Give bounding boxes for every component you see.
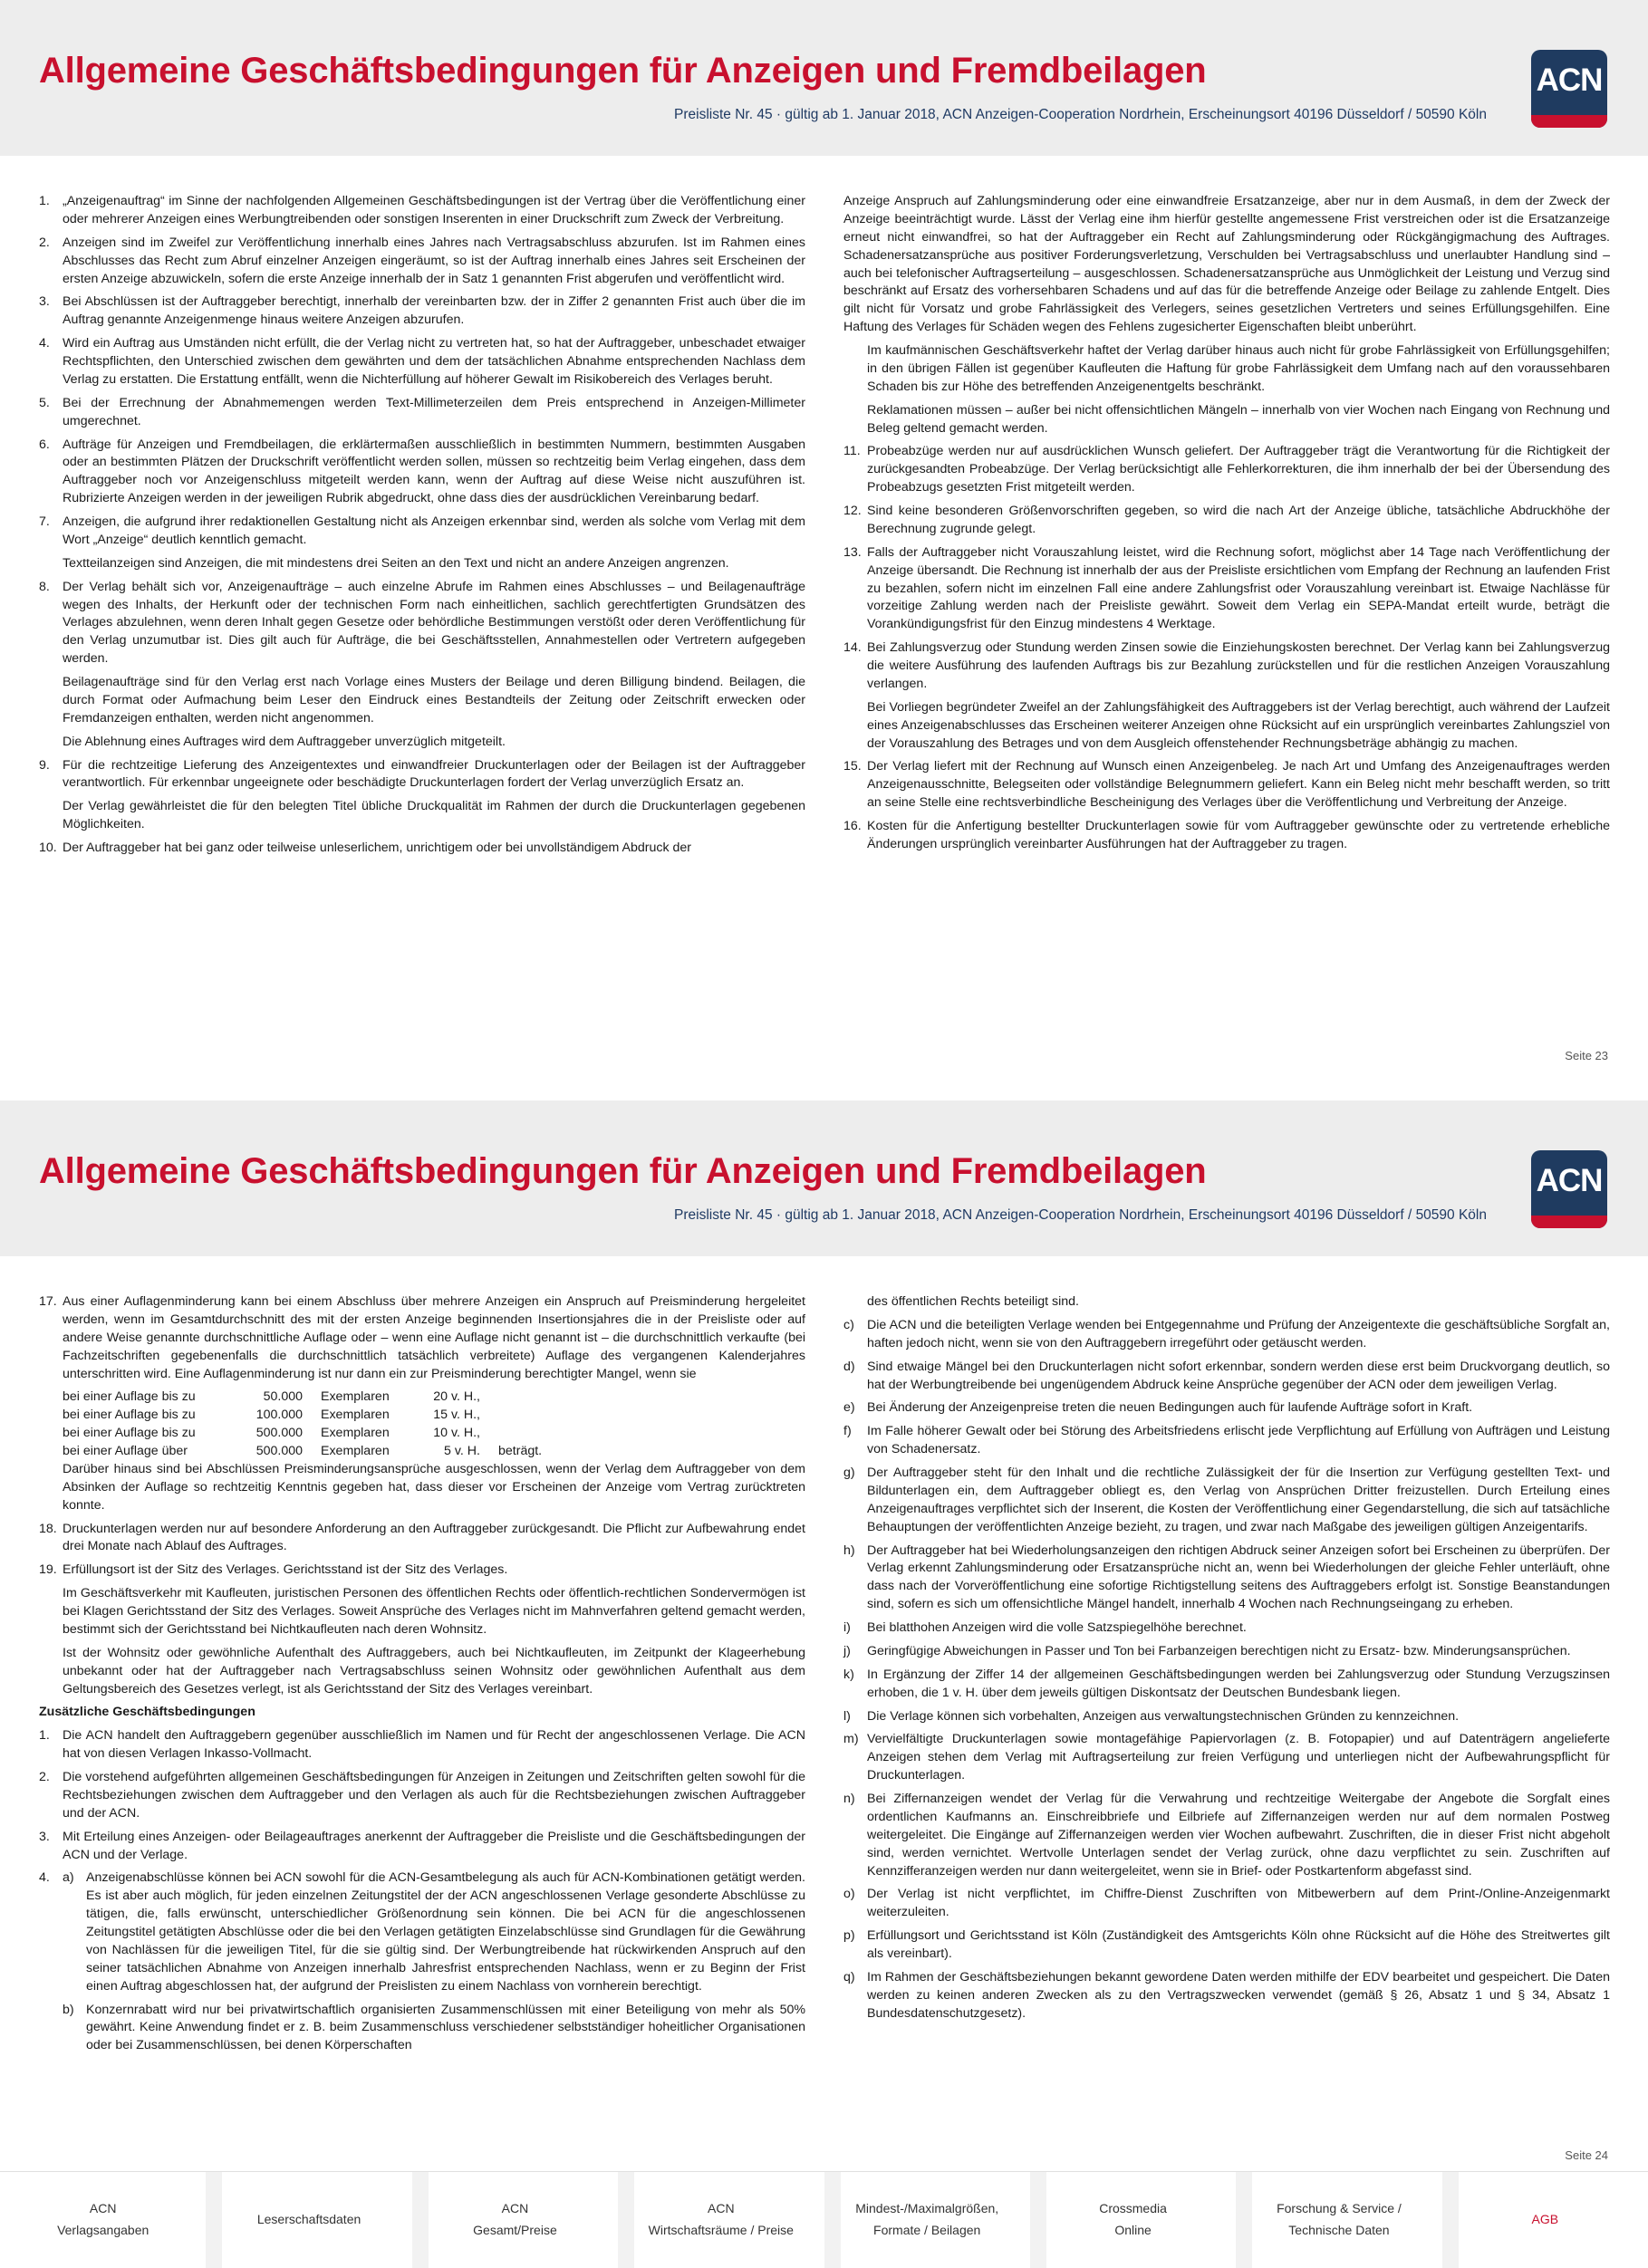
subclause-letter: d) [843,1359,855,1374]
logo-stripe [1531,1216,1607,1228]
clause-number: 4. [39,336,50,351]
clause-text: Der Verlag behält sich vor, Anzeigenaufträge – auch einzelne Abrufe im Rahmen eines Abschlusses – und Beilagenaufträge wegen des Inhalts, der Herkunft oder der technischen Form nach einheitlichen, sachlich gerechtfertigten Grundsätzen des Verlages abzulehnen, wenn deren Inhalt gegen Gesetze oder behördliche Bestimmungen verstößt oder deren Veröffentlichung für den Verlag unzumutbar ist. Dies gilt auch für Aufträge, die bei Geschäftsstellen, Annahmestellen oder Vertretern aufgegeben werden. [63,579,805,667]
paragraph: Im kaufmännischen Geschäftsverkehr haftet der Verlag darüber hinaus auch nicht für grobe Fahrlässigkeit von Erfüllungsgehilfen; in den übrigen Fällen ist gegenüber Kaufleuten die Haftung für grobe Fahrlässigkeit dem Umfang nach auf den voraussehbaren Schaden bis zur Höhe des betreffenden Anzeigenentgelts beschränkt. [867,343,1610,394]
clause-number: 17. [39,1294,57,1309]
clause-number: 7. [39,514,50,529]
subclause-letter: l) [843,1708,851,1724]
clause [39,1769,805,1823]
nav-tab-label [1532,2209,1559,2231]
nav-label-line2: Formate / Beilagen [873,2223,981,2237]
subclause [843,1927,1610,1964]
clause-19 [39,1562,805,1580]
page-23 [0,0,1648,1078]
clause-number: 16. [843,819,862,833]
scale-cell: bei einer Auflage bis zu [63,1389,196,1405]
paragraph: Bei Vorliegen begründeter Zweifel an der Zahlungsfähigkeit des Auftraggebers ist der Verlag berechtigt, auch während der Laufzeit eines Anzeigenabschlusses das Erscheinen weiterer Anzeigen ohne Rücksicht auf ein ursprünglich vereinbartes Zahlungsziel von der Vorauszahlung des Betrages und von dem Ausgleich offenstehender Rechnungsbeträge abhängig zu machen. [867,699,1610,751]
subclause [843,1969,1610,2023]
clause-number: 3. [39,1829,50,1844]
clause-number: 2. [39,235,50,250]
subclause-text: Vervielfältigte Druckunterlagen sowie montagefähige Papiervorlagen (z. B. Fotopapier) und auf Datenträgern angelieferte Anzeigen stehen dem Verlag mit Auftragserteilung zur freien Verfügung und unterliegen nicht der Aufbewahrungspflicht für Druckunterlagen. [867,1732,1610,1783]
subclause-letter: n) [843,1792,855,1806]
clause-text: Druckunterlagen werden nur auf besondere Anforderung an den Auftraggeber zurückgesandt. Die Pflicht zur Aufbewahrung endet drei Monate nach Ablauf des Auftrages. [63,1521,805,1554]
clause-number: 14. [843,640,862,656]
scale-cell [498,1425,571,1443]
paragraph: Reklamationen müssen – außer bei nicht offensichtlichen Mängeln – innerhalb von vier Wochen nach Eingang von Rechnung und Beleg geltend gemacht werden. [867,402,1610,436]
nav-label-line1: Mindest-/Maximalgrößen, [855,2201,999,2216]
paragraph: Ist der Wohnsitz oder gewöhnliche Aufenthalt des Auftraggebers, auch bei Nichtkaufleuten, im Zeitpunkt der Klageerhebung unbekannt oder hat der Auftraggeber nach Vertragsabschluss seinen Wohnsitz oder gewöhnlichen Aufenthalt aus dem Geltungsbereich des Gesetzes verlegt, ist als Gerichtsstand der Sitz des Verlages vereinbart. [63,1645,805,1696]
terms-right-column [843,1293,1610,2066]
scale-cell: 20 v. H., [433,1389,480,1405]
nav-label-line1: ACN [708,2201,735,2216]
clause [843,443,1610,497]
terms-left-column [39,193,805,863]
subclause [843,1731,1610,1785]
clause-text: Bei Zahlungsverzug oder Stundung werden Zinsen sowie die Einziehungskosten berechnet. Der Verlag kann bei Zahlungsverzug die weitere Ausführung des laufenden Auftrags bis zur Bezahlung zurückstellen und für die restlichen Anzeigen Vorauszahlung verlangen. [867,640,1610,691]
paragraph: Der Verlag gewährleistet die für den belegten Titel übliche Druckqualität im Rahmen der durch die Druckunterlagen gegebenen Möglichkeiten. [63,799,805,832]
page-number: Seite 23 [1565,1049,1608,1062]
subclause [843,1667,1610,1703]
clause [843,544,1610,634]
clause-text: Aus einer Auflagenminderung kann bei einem Abschluss über mehrere Anzeigen ein Anspruch auf Preisminderung hergeleitet werden, wenn im Gesamtdurchschnitt des mit der ersten Anzeige beginnenden Insertionsjahres die in der Preisliste oder auf andere Weise genannte durchschnittliche Auflage oder – wenn eine Auflage nicht genannt ist – die durchschnittlich verkaufte (bei Fachzeitschriften gegebenenfalls die durchschnittlich tatsächlich verbreitete) Auflage des vergangenen Kalenderjahres unterschritten wird. Eine Auflagenminderung ist nur dann ein zur Preisminderung berechtigter Mangel, wenn sie [63,1294,805,1381]
acn-logo [1531,1150,1607,1228]
subclause-letter: e) [843,1400,855,1416]
nav-label-line2: Online [1114,2223,1152,2237]
subclause-letter: p) [843,1928,855,1944]
subclause [843,1886,1610,1922]
subclause [843,1791,1610,1880]
clause-number: 1. [39,194,50,208]
scale-row [39,1443,805,1461]
subclause-letter: j) [843,1643,851,1658]
clause-text: Anzeigen, die aufgrund ihrer redaktionellen Gestaltung nicht als Anzeigen erkennbar sind, werden als solche vom Verlag mit dem Wort „Anzeige“ deutlich kenntlich gemacht. [63,514,805,547]
nav-tab-2[interactable] [412,2172,618,2268]
subclause-text: Im Rahmen der Geschäftsbeziehungen bekannt gewordene Daten werden mithilfe der EDV bearbeitet und gespeichert. Die Daten werden zu keinen anderen Zwecken als zu den Vertragszwecken verwendet (gemäß § 26, Absatz 1 und § 34, Absatz 1 Bundesdatenschutzgesetz). [867,1969,1610,2021]
clause [843,503,1610,539]
clause-number: 5. [39,395,50,410]
nav-tab-label [473,2198,557,2242]
subclause-letter: i) [843,1620,851,1635]
paragraph: Beilagenaufträge sind für den Verlag erst nach Vorlage eines Musters der Beilage und deren Billigung bindend. Beilagen, die durch Format oder Aufmachung beim Leser den Eindruck eines Bestandteils der Zeitung oder Zeitschrift erwecken oder Fremdanzeigen enthalten, werden nicht angenommen. [63,675,805,726]
scale-cell [498,1407,571,1425]
clause [39,193,805,229]
clause-number: 2. [39,1770,50,1784]
nav-tab-0[interactable] [0,2172,206,2268]
scale-cell: 15 v. H., [433,1408,480,1423]
clause-text: Der Auftraggeber hat bei ganz oder teilweise unleserlichem, unrichtigem oder bei unvollständigem Abdruck der [63,841,692,855]
nav-label-line1: Crossmedia [1099,2201,1167,2216]
acn-logo [1531,50,1607,128]
clause-text: Der Verlag liefert mit der Rechnung auf Wunsch einen Anzeigenbeleg. Je nach Art und Umfang des Anzeigenauftrages werden Anzeigenausschnitte, Belegseiten oder vollständige Belegnummern geliefert. Kann ein Beleg nicht mehr beschafft werden, so tritt an seine Stelle eine rechtsverbindliche Bescheinigung des Verlages über die Veröffentlichung und Verbreitung der Anzeige. [867,759,1610,811]
terms-columns [39,1293,1610,2066]
clause-text: Falls der Auftraggeber nicht Vorauszahlung leistet, wird die Rechnung sofort, möglichst aber 14 Tage nach Veröffentlichung der Anzeige übersandt. Die Rechnung ist innerhalb der aus der Preisliste ersichtlichen vom Empfang der Rechnung an laufenden Frist zu bezahlen, sofern nicht im einzelnen Fall eine andere Zahlungsfrist oder Vorauszahlung vereinbart ist. Etwaige Nachlässe für vorzeitige Zahlung werden nach der Preisliste gewährt. Soweit dem Verlag ein SEPA-Mandat erteilt wurde, beträgt die Vorankündigungsfrist für den Einzug mindestens 4 Werktage. [867,544,1610,632]
nav-label-line2: Technische Daten [1288,2223,1390,2237]
clause-18 [39,1521,805,1557]
subclause-text: Bei Änderung der Anzeigenpreise treten die neuen Bedingungen auch für laufende Aufträge sofort in Kraft. [867,1400,1473,1416]
scale-row [39,1389,805,1407]
subclause [843,1423,1610,1459]
clause-number: 6. [39,437,50,452]
clause-number: 13. [843,544,862,560]
subclause-text: Anzeigenabschlüsse können bei ACN sowohl für die ACN-Gesamtbelegung als auch für ACN-Kombinationen getätigt werden. Es ist aber auch möglich, für jeden einzelnen Zeitungstitel der der ACN angeschlossenen Verlage gesonderte Abschlüsse zu tätigen, die, falls erwünscht, unterschiedlicher Größenordnung sein können. Die bei ACN für die angeschlossenen Zeitungstitel getätigten Abschlüsse oder die bei den Verlagen getätigten Einzelabschlüsse sind Grundlagen für die Gewährung von Nachlässen für die jeweiligen Titel, für die sie gültig sind. Der Werbungtreibende hat rückwirkenden Anspruch auf den seiner tatsächlichen Abnahme von Anzeigen innerhalb Jahresfrist entsprechenden Nachlass, wenn er zu Beginn der Frist einen Auftrag abgeschlossen hat, der aufgrund der Preislisten zu einem Nachlass von vornherein berechtigt. [86,1870,805,1994]
clause-text: Die vorstehend aufgeführten allgemeinen Geschäftsbedingungen für Anzeigen in Zeitungen und Zeitschriften gelten sowohl für die Rechtsbeziehungen zwischen dem Auftraggeber und den Verlagen als auch für die Rechtsbeziehungen zwischen Auftraggeber und der ACN. [63,1770,805,1821]
page-subtitle: Preisliste Nr. 45 · gültig ab 1. Januar 2018, ACN Anzeigen-Cooperation Nordrhein, Erscheinungsort 40196 Düsseldorf / 50590 Köln [674,107,1487,122]
subclause [843,1465,1610,1537]
subclause-text: Die ACN und die beteiligten Verlage wenden bei Entgegennahme und Prüfung der Anzeigentexte die geschäftsübliche Sorgfalt an, haften jedoch nicht, wenn sie von den Auftraggebern irregeführt oder getäuscht werden. [867,1317,1610,1350]
nav-label-line1: AGB [1531,2212,1559,2227]
clause-text: Wird ein Auftrag aus Umständen nicht erfüllt, die der Verlag nicht zu vertreten hat, so hat der Auftraggeber, unbeschadet etwaiger Rechtspflichten, den Unterschied zwischen dem gewährten und dem der tatsächlichen Abnahme entsprechenden Nachlass dem Verlag zu erstatten. Die Erstattung entfällt, wenn die Nichterfüllung auf höherer Gewalt im Risikobereich des Verlages beruht. [63,336,805,387]
clause [39,757,805,793]
scale-cell: 500.000 [255,1444,303,1458]
subclause-text: Bei blatthohen Anzeigen wird die volle Satzspiegelhöhe berechnet. [867,1620,1247,1635]
nav-tab-label [855,2198,998,2242]
subclause [843,1643,1610,1661]
subclause [843,1399,1610,1418]
subclause-text: Im Falle höherer Gewalt oder bei Störung des Arbeitsfriedens erlischt jede Verpflichtung auf Erfüllung von Aufträgen und Leistung von Schadenersatz. [867,1424,1610,1457]
continued-paragraph: Anzeige Anspruch auf Zahlungsminderung oder eine einwandfreie Ersatzanzeige, aber nur in dem Ausmaß, in dem der Zweck der Anzeige beeinträchtigt wurde. Lässt der Verlag eine ihm hierfür gestellte angemessene Frist verstreichen oder ist die Ersatzanzeige erneut nicht einwandfrei, so hat der Auftraggeber ein Recht auf Zahlungsminderung oder Rückgängigmachung des Auftrages. Schadenersatzansprüche aus positiver Forderungsverletzung, Verschulden bei Vertragsabschluss und unerlaubter Handlung sind – auch bei telefonischer Auftragserteilung – ausgeschlossen. Schadenersatzansprüche aus Unmöglichkeit der Leistung und Verzug sind beschränkt auf Ersatz des vorhersehbaren Schadens und auf das für die betreffende Anzeige oder Beilage zu zahlende Entgelt. Dies gilt nicht für Vorsatz und grobe Fahrlässigkeit des Verlegers, seines gesetzlichen Vertreters und seines Erfüllungsgehilfen. Eine Haftung des Verlages für Schäden wegen des Fehlens zugesicherter Eigenschaften bleibt unberührt. [843,194,1610,335]
scale-row [39,1407,805,1425]
terms-columns [39,193,1610,863]
subclause-b [63,2002,805,2056]
subclause-text: Bei Ziffernanzeigen wendet der Verlag für die Verwahrung und rechtzeitige Weitergabe der Angebote die Sorgfalt eines ordentlichen Kaufmanns an. Einschreibbriefe und Eilbriefe auf Ziffernanzeigen werden nur auf dem normalen Postweg weitergeleitet. Die Eingänge auf Ziffernanzeigen werden vier Wochen aufbewahrt. Zuschriften, die in dieser Frist nicht abgeholt sind, werden vernichtet. Wertvolle Unterlagen sendet der Verlag zurück, ohne dazu verpflichtet zu sein. Zuschriften auf Kennzifferanzeigen werden nur dann weitergeleitet, wenn sie in Brief- oder Postkartenform abgefasst sind. [867,1792,1610,1879]
nav-tab-label [649,2198,794,2242]
subclause [843,1619,1610,1638]
subclause [843,1708,1610,1726]
nav-tab-1[interactable] [206,2172,411,2268]
subclause-text: Sind etwaige Mängel bei den Druckunterlagen nicht sofort erkennbar, sondern werden diese erst beim Druckvorgang deutlich, so hat der Werbungtreibende bei ungenügendem Abdruck keine Ansprüche gegenüber der ACN oder dem jeweiligen Verlag. [867,1359,1610,1392]
clause [39,437,805,509]
clause-number: 10. [39,841,57,855]
subclause-letter: f) [843,1424,852,1439]
nav-tab-label [1277,2198,1402,2242]
clause-number: 1. [39,1728,50,1744]
nav-label-line2: Verlagsangaben [57,2223,149,2237]
clause [39,293,805,330]
section-heading: Zusätzliche Geschäftsbedingungen [39,1705,255,1720]
page-24 [0,1100,1648,2169]
nav-tab-3[interactable] [618,2172,824,2268]
subclause-text: Konzernrabatt wird nur bei privatwirtschaftlich organisierten Zusammenschlüssen mit einer Beteiligung von mehr als 50% gewährt. Keine Anwendung findet er z. B. beim Zusammenschluss verschiedener selbstständiger hoheitlicher Organisationen oder bei Zusammenschlüssen, bei denen Körperschaften [86,2002,805,2053]
clause [39,335,805,389]
nav-label-line1: Forschung & Service / [1277,2201,1402,2216]
page-title: Allgemeine Geschäftsbedingungen für Anzeigen und Fremdbeilagen [39,51,1207,91]
nav-tab-label [57,2198,149,2242]
circulation-scale [39,1389,805,1461]
page-subtitle: Preisliste Nr. 45 · gültig ab 1. Januar 2018, ACN Anzeigen-Cooperation Nordrhein, Erscheinungsort 40196 Düsseldorf / 50590 Köln [674,1207,1487,1223]
clause [39,840,805,858]
clause [843,639,1610,694]
scale-cell: Exemplaren [321,1444,390,1458]
subclause [843,1542,1610,1615]
scale-row [39,1425,805,1443]
subclause-letter: b) [63,2002,74,2017]
clause-z4 [39,1869,805,2061]
nav-label-line1: Leserschaftsdaten [256,2212,361,2227]
clause-text: Für die rechtzeitige Lieferung des Anzeigentextes und einwandfreier Druckunterlagen oder der Beilagen ist der Auftraggeber verantwortlich. Für erkennbar ungeeignete oder beschädigte Druckunterlagen fordert der Verlag unverzüglich Ersatz an. [63,757,805,791]
clause-text: Mit Erteilung eines Anzeigen- oder Beilageauftrages anerkennt der Auftraggeber die Preisliste und die Geschäftsbedingungen der ACN und der Verlage. [63,1829,805,1862]
nav-label-line1: ACN [501,2201,529,2216]
clause [843,818,1610,854]
paragraph: Darüber hinaus sind bei Abschlüssen Preisminderungsansprüche ausgeschlossen, wenn der Verlag dem Auftraggeber von dem Absinken der Auflage so rechtzeitig Kenntnis gegeben hat, dass dieser vor Erscheinen der Anzeige vom Vertrag zurücktreten konnte. [63,1461,805,1513]
subclause-letter: o) [843,1887,855,1902]
page-title: Allgemeine Geschäftsbedingungen für Anzeigen und Fremdbeilagen [39,1151,1207,1191]
scale-cell: beträgt. [498,1444,543,1458]
clause-number: 19. [39,1562,57,1578]
page-header [0,1100,1648,1256]
subclause-letter: a) [63,1870,74,1886]
clause [39,1727,805,1763]
clause-text: „Anzeigenauftrag“ im Sinne der nachfolgenden Allgemeinen Geschäftsbedingungen ist der Vertrag über die Veröffentlichung einer oder mehrerer Anzeigen eines Werbungtreibenden oder sonstigen Inserenten in einer Druckschrift zum Zweck der Verbreitung. [63,194,805,226]
subclause [843,1317,1610,1353]
scale-cell: 100.000 [255,1408,303,1423]
clause [39,514,805,550]
logo-text: ACN [1536,1163,1603,1198]
scale-cell: bei einer Auflage bis zu [63,1408,196,1423]
nav-label-line1: ACN [89,2201,117,2216]
clause-text: Probeabzüge werden nur auf ausdrücklichen Wunsch geliefert. Der Auftraggeber trägt die Verantwortung für die Richtigkeit der zurückgesandten Probeabzüge. Der Verlag berücksichtigt alle Fehlerkorrekturen, die ihm innerhalb der bei der Übersendung des Probeabzugs gesetzten Frist mitgeteilt werden. [867,444,1610,495]
logo-stripe [1531,115,1607,128]
subclause-letter: c) [843,1317,854,1332]
clause-text: Bei der Errechnung der Abnahmemengen werden Text-Millimeterzeilen dem Preis entsprechend in Anzeigen-Millimeter umgerechnet. [63,395,805,428]
nav-label-line2: Gesamt/Preise [473,2223,557,2237]
paragraph: Im Geschäftsverkehr mit Kaufleuten, juristischen Personen des öffentlichen Rechts oder öffentlich-rechtlichen Sondervermögen ist bei Klagen Gerichtsstand der Sitz des Verlages. Soweit Ansprüche des Verlages nicht im Mahnverfahren geltend gemacht werden, bestimmt sich der Gerichtsstand bei Nichtkaufleuten nach deren Wohnsitz. [63,1586,805,1637]
clause-text: Sind keine besonderen Größenvorschriften gegeben, so wird die nach Art der Anzeige übliche, tatsächliche Abdruckhöhe der Berechnung zugrunde gelegt. [867,504,1610,536]
scale-cell: Exemplaren [321,1389,390,1405]
clause-number: 9. [39,757,50,773]
nav-tab-6[interactable] [1236,2172,1441,2268]
subclause-text: Die Verlage können sich vorbehalten, Anzeigen aus verwaltungstechnischen Gründen zu kennzeichnen. [867,1708,1460,1724]
clause-text: Erfüllungsort ist der Sitz des Verlages. Gerichtsstand ist der Sitz des Verlages. [63,1562,508,1578]
subclause-letter: q) [843,1969,855,1985]
nav-label-line2: Wirtschaftsräume / Preise [648,2223,794,2237]
subclause-letter: g) [843,1466,855,1480]
scale-cell: 50.000 [263,1389,303,1405]
nav-tab-label [257,2209,361,2231]
clause [39,235,805,289]
scale-cell: 500.000 [255,1426,303,1441]
clause-text: Bei Abschlüssen ist der Auftraggeber berechtigt, innerhalb der vereinbarten bzw. der in Ziffer 2 genannten Frist auch über die im Auftrag genannte Anzeigenmenge hinaus weitere Anzeigen abzurufen. [63,294,805,328]
logo-text: ACN [1536,62,1603,98]
continued-paragraph: des öffentlichen Rechts beteiligt sind. [867,1294,1079,1309]
clause [843,758,1610,812]
clause-text: Aufträge für Anzeigen und Fremdbeilagen, die erklärtermaßen ausschließlich in bestimmten Nummern, bestimmten Ausgaben oder an bestimmten Plätzen der Druckschrift veröffentlicht werden sollen, müssen so rechtzeitig beim Verlag eingehen, dass dem Auftraggeber noch vor Anzeigenschluss mitgeteilt werden kann, wenn der Auftrag auf diese Weise nicht auszuführen ist. Rubrizierte Anzeigen werden in der jeweiligen Rubrik abgedruckt, ohne dass dies der ausdrücklichen Vereinbarung bedarf. [63,437,805,506]
paragraph: Die Ablehnung eines Auftrages wird dem Auftraggeber unverzüglich mitgeteilt. [63,734,506,749]
nav-tab-5[interactable] [1030,2172,1236,2268]
clause [39,395,805,431]
clause-number: 4. [39,1870,50,1886]
page-number: Seite 24 [1565,2148,1608,2162]
clause-text: Anzeigen sind im Zweifel zur Veröffentlichung innerhalb eines Jahres nach Vertragsabschluss abzurufen. Ist im Rahmen eines Abschlusses das Recht zum Abruf einzelner Anzeigen eingeräumt, so ist der Auftrag innerhalb eines Jahres seit Erscheinen der ersten Anzeige abzuwickeln, sofern die erste Anzeige innerhalb der in Satz 1 genannten Frist abgerufen und veröffentlicht wird. [63,235,805,286]
clause-text: Kosten für die Anfertigung bestellter Druckunterlagen sowie für vom Auftraggeber gewünschte oder zu vertretende erhebliche Änderungen ursprünglich vereinbarter Ausführungen hat der Auftraggeber zu tragen. [867,819,1610,851]
subclause-letter: m) [843,1732,859,1747]
subclause-text: Erfüllungsort und Gerichtsstand ist Köln (Zuständigkeit des Amtsgerichts Köln ohne Rücksicht auf die Höhe des Streitwertes gilt als vereinbart). [867,1928,1610,1961]
terms-right-column [843,193,1610,863]
page-header [0,0,1648,156]
subclause-text: Der Auftraggeber steht für den Inhalt und die rechtliche Zulässigkeit der für die Insertion zur Verfügung gestellten Text- und Bildunterlagen ein, dem Auftraggeber obliegt es, den Verlag von Ansprüchen Dritter freizustellen. Durch Erteilung eines Anzeigenauftrages verpflichtet sich der Inserent, die Kosten der Veröffentlichung einer Gegendarstellung, die sich auf tatsächliche Behauptungen der veröffentlichten Anzeige bezieht, zu tragen, und zwar nach Maßgabe des jeweiligen gültigen Anzeigentarifs. [867,1466,1610,1534]
clause-number: 15. [843,759,862,774]
clause-number: 3. [39,294,50,310]
nav-tab-7[interactable] [1442,2172,1648,2268]
scale-cell: bei einer Auflage bis zu [63,1426,196,1441]
nav-tab-label [1099,2198,1167,2242]
scale-cell: Exemplaren [321,1408,390,1423]
subclause-letter: k) [843,1667,854,1682]
page-separator [0,1078,1648,1100]
scale-cell: 10 v. H., [433,1426,480,1441]
subclause-text: Geringfügige Abweichungen in Passer und Ton bei Farbanzeigen berechtigen nicht zu Ersatz- bzw. Minderungsansprüchen. [867,1643,1571,1658]
clause-number: 8. [39,579,50,594]
scale-cell: Exemplaren [321,1426,390,1441]
subclause-text: In Ergänzung der Ziffer 14 der allgemeinen Geschäftsbedingungen werden bei Zahlungsverzug oder Stundung Verzugszinsen erhoben, die 1 v. H. über dem jeweils gültigen Diskontsatz der Deutschen Bundesbank liegen. [867,1667,1610,1700]
clause [39,579,805,668]
paragraph: Textteilanzeigen sind Anzeigen, die mit mindestens drei Seiten an den Text und nicht an andere Anzeigen angrenzen. [63,555,729,571]
clause-number: 11. [843,444,861,459]
clause-text: Die ACN handelt den Auftraggebern gegenüber ausschließlich im Namen und für Recht der angeschlossenen Verlage. Die ACN hat von diesen Verlagen Inkasso-Vollmacht. [63,1728,805,1762]
subclause-letter: h) [843,1542,855,1558]
clause-number: 12. [843,504,862,518]
terms-left-column [39,1293,805,2066]
clause-17 [39,1293,805,1383]
scale-cell [498,1389,571,1407]
subclause-a [63,1869,805,1995]
scale-cell: 5 v. H. [444,1444,480,1458]
subclause [843,1359,1610,1395]
subclause-text: Der Auftraggeber hat bei Wiederholungsanzeigen den richtigen Abdruck seiner Anzeigen sofort bei Erscheinen zu überprüfen. Der Verlag erkennt Zahlungsminderung oder Ersatzansprüche nicht an, wenn bei Wiederholungen der gleiche Fehler unterläuft, ohne dass nach der Vorveröffentlichung eine sofortige Richtigstellung seitens des Auftraggebers erfolgt ist. Sonstige Beanstandungen sind, sofern es sich um offensichtliche Mängel handelt, innerhalb 4 Wochen nach Rechnungseingang zu erheben. [867,1542,1610,1612]
scale-cell: bei einer Auflage über [63,1444,188,1458]
clause [39,1829,805,1865]
clause-number: 18. [39,1521,57,1536]
nav-tab-4[interactable] [824,2172,1030,2268]
section-navigation [0,2171,1648,2268]
subclause-text: Der Verlag ist nicht verpflichtet, im Chiffre-Dienst Zuschriften von Mitbewerbern auf dem Print-/Online-Anzeigenmarkt weiterzuleiten. [867,1887,1610,1920]
